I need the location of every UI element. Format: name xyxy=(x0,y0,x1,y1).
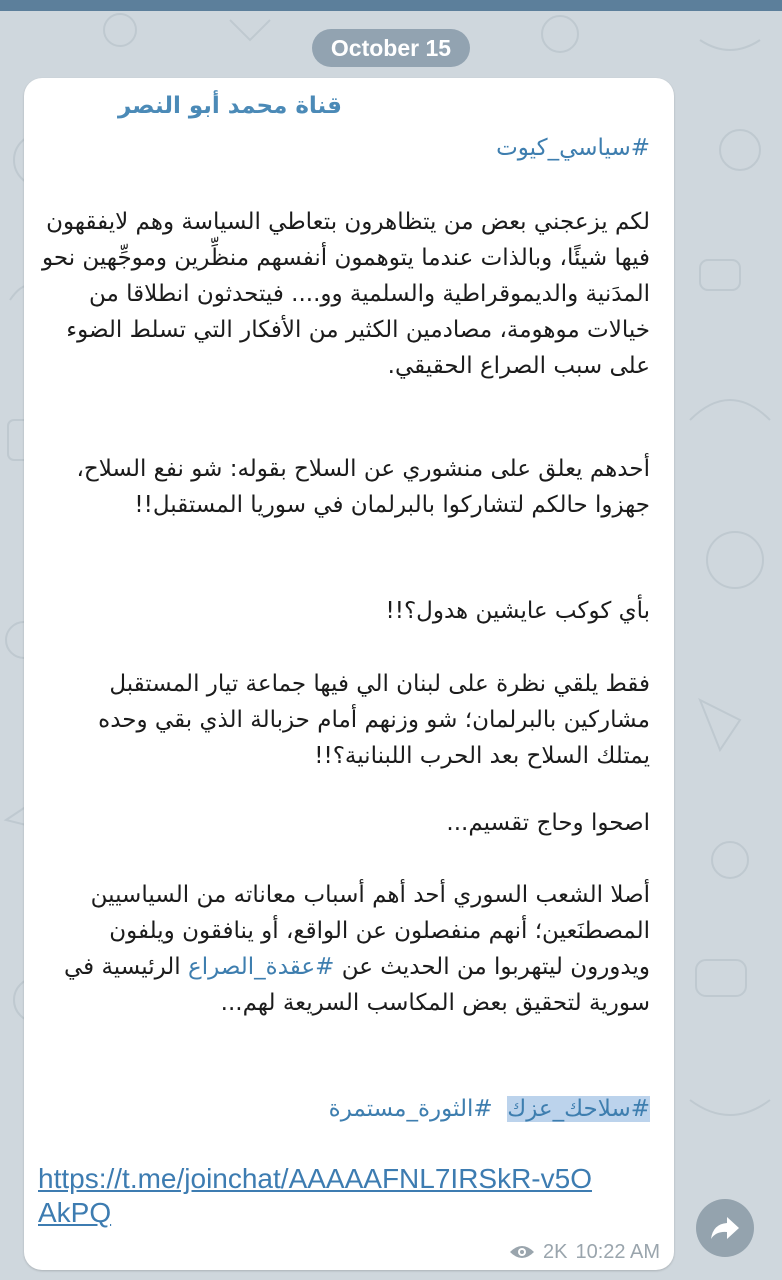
message-meta xyxy=(509,1240,660,1264)
hashtag-revolution[interactable]: #الثورة_مستمرة xyxy=(328,1096,493,1122)
hashtag-your-weapon[interactable]: #سلاحك_عزك xyxy=(507,1096,650,1122)
eye-icon xyxy=(509,1244,535,1260)
paragraph-6-text-1: أصلا الشعب السوري أحد أهم أسباب معاناته من السياسيين المصطنَعين؛ أنهم منفصلون عن الواقع، أو ينافقون ويلفون ويدورون ليتهربوا من الحديث عن xyxy=(90,882,650,980)
paragraph-6-text-2: الرئيسية في سورية لتحقيق بعض المكاسب السريعة لهم... xyxy=(64,954,650,1016)
hashtag-conflict-knot[interactable]: #عقدة_الصراع xyxy=(188,954,335,980)
message-paragraph-1: لكم يزعجني بعض من يتظاهرون بتعاطي السياسة وهم لايفقهون فيها شيئًا، وبالذات عندما يتوهمون أنفسهم منظِّرين وموجِّهين نحو المدَنية والديموقراطية والسلمية وو.... فيتحدثون انطلاقا من خيالات موهومة، مصادمين الكثير من الأفكار التي تسلط الضوء على سبب الصراع الحقيقي. xyxy=(41,209,650,379)
channel-name[interactable]: قناة محمد أبو النصر xyxy=(117,93,342,119)
message-paragraph-2: أحدهم يعلق على منشوري عن السلاح بقوله: شو نفع السلاح، جهزوا حالكم لتشاركوا بالبرلمان في سوريا المستقبل!! xyxy=(76,456,650,518)
hashtag-row xyxy=(40,1091,650,1127)
top-bar xyxy=(0,0,782,11)
share-arrow-icon xyxy=(710,1215,740,1241)
view-count: 2K xyxy=(543,1240,568,1263)
share-button[interactable] xyxy=(696,1199,754,1257)
message-paragraph-6 xyxy=(40,877,650,1021)
message-paragraph-3: بأي كوكب عايشين هدول؟!! xyxy=(385,598,650,624)
message-time: 10:22 AM xyxy=(575,1240,660,1263)
join-link[interactable]: https://t.me/joinchat/AAAAAFNL7IRSkR-v5OAkPQ xyxy=(38,1163,592,1228)
message-paragraph-4: فقط يلقي نظرة على لبنان الي فيها جماعة تيار المستقبل مشاركين بالبرلمان؛ شو وزنهم أمام حزبالة الذي بقي وحده يمتلك السلاح بعد الحرب اللبنانية؟!! xyxy=(98,671,650,769)
message-paragraph-5: اصحوا وحاج تقسيم... xyxy=(446,810,650,836)
date-label: October 15 xyxy=(312,29,470,67)
hashtag-top[interactable]: #سياسي_كيوت xyxy=(496,135,650,161)
